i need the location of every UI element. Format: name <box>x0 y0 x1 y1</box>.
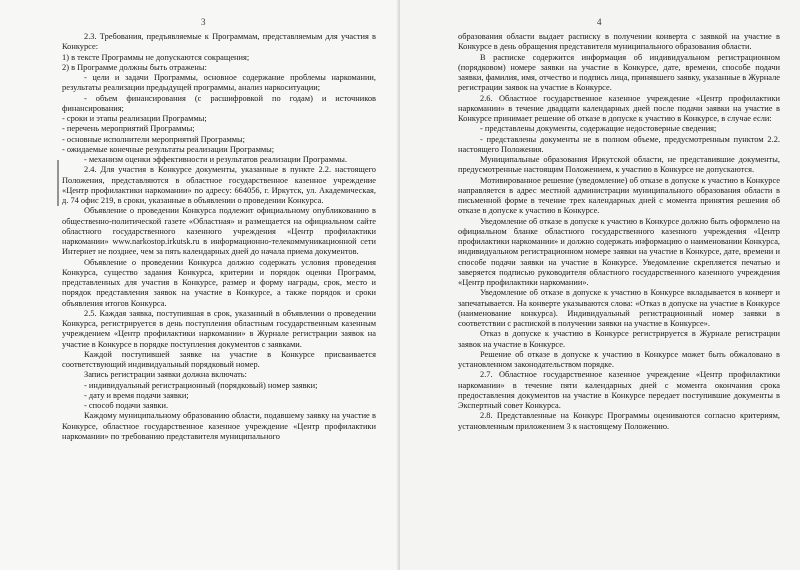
paragraph: 2.7. Областное государственное казенное учреждение «Центр профилактики наркомании» в течение пяти календарных дней с момента окончания срока предоставления документов на участие в Конкурсе передает поступившие документы в Экспертный совет Конкурса. <box>458 370 780 410</box>
page-text <box>62 32 376 442</box>
paragraph: Муниципальные образования Иркутской области, не представившие документы, предусмотренные настоящим Положением, к участию в Конкурсе не допускаются. <box>458 155 780 175</box>
list-item: 1) в тексте Программы не допускаются сокращения; <box>62 52 250 62</box>
list-item: - способ подачи заявки. <box>84 401 169 410</box>
page-number: 4 <box>597 17 602 27</box>
list-item: 2) в Программе должны быть отражены: <box>62 62 207 72</box>
paragraph: 2.5. Каждая заявка, поступившая в срок, указанный в объявлении о проведении Конкурса, регистрируется в день поступления областным государственным казенным учреждением «Центр профилактики наркомании» в Журнале регистрации заявок на участие в Конкурсе в порядке поступления документов с заявками. <box>62 308 376 349</box>
paragraph: Каждой поступившей заявке на участие в Конкурсе присваивается соответствующий индивидуальный порядковый номер. <box>62 349 376 369</box>
list-item: - сроки и этапы реализации Программы; <box>62 114 207 123</box>
paragraph: 2.3. Требования, предъявляемые к Программам, представляемым для участия в Конкурсе: <box>62 32 376 52</box>
paragraph: Решение об отказе в допуске к участию в Конкурсе может быть обжаловано в установленном законодательством порядке. <box>458 349 780 369</box>
list-item: - представлены документы не в полном объеме, предусмотренным пунктом 2.2. настоящего Положения. <box>458 134 780 154</box>
paragraph: 2.4. Для участия в Конкурсе документы, указанные в пункте 2.2. настоящего Положения, представляются в областное государственное казенное учреждение «Центр профилактики наркомании» по адресу: 664056, г. Иркутск, ул. Академическая, д. 74 офис 219, в сроки, указанные в объявлении о проведении Конкурса. <box>62 165 376 205</box>
page-text <box>458 32 780 432</box>
paragraph: 2.6. Областное государственное казенное учреждение «Центр профилактики наркомании» в течение двадцати календарных дней после подачи заявки на участие в Конкурсе принимает решение об отказе в допуске к участию в Конкурсе, в случае если: <box>458 93 780 123</box>
paragraph: Отказ в допуске к участию в Конкурсе регистрируется в Журнале регистрации заявок на участие в Конкурсе. <box>458 329 780 349</box>
paragraph: 2.8. Представленные на Конкурс Программы оцениваются согласно критериям, установленным приложением 3 к настоящему Положению. <box>458 411 780 431</box>
list-item: - механизм оценки эффективности и результатов реализации Программы. <box>84 155 347 164</box>
paragraph: Запись регистрации заявки должна включать: <box>84 370 247 380</box>
paragraph: Объявление о проведении Конкурса должно содержать условия проведения Конкурса, существо задания Конкурса, критерии и порядок оценки Программ, представленных для участия в Конкурсе, размер и форму награды, срок, место и порядок представления заявок на участие в Конкурсе, а также порядок и сроки объявления итогов Конкурса. <box>62 257 376 308</box>
list-item: - дату и время подачи заявки; <box>84 390 189 400</box>
list-item: - индивидуальный регистрационный (порядковый) номер заявки; <box>84 380 318 390</box>
paragraph: Уведомление об отказе в допуске к участию в Конкурсе должно быть оформлено на официальном бланке областного государственного казенного учреждения «Центр профилактики наркомании» и должно содержать информацию о наименовании Конкурса, индивидуальном регистрационном номере заявки на участие в Конкурсе, дате, времени и способе подачи заявки на участие в Конкурсе. Уведомление скрепляется печатью и заверяется подписью руководителя областного государственного казенного учреждения «Центр профилактики наркомании». <box>458 216 780 287</box>
list-item: - представлены документы, содержащие недостоверные сведения; <box>480 124 717 134</box>
paragraph: Объявление о проведении Конкурса подлежит официальному опубликованию в общественно-политической газете «Областная» и размещается на официальном сайте областного государственного казенного учреждения «Центр профилактики наркомании» www.narkostop.irkutsk.ru в информационно-телекоммуникационной сети Интернет не позднее, чем за пять календарных дней до начала приема документов. <box>62 206 376 257</box>
page-number: 3 <box>201 17 206 27</box>
list-item: - основные исполнители мероприятий Программы; <box>62 134 246 144</box>
paragraph: Уведомление об отказе в допуске к участию в Конкурсе вкладывается в конверт и запечатывается. На конверте указываются слова: «Отказ в допуске на участие в Конкурсе (наименование конкурса). Индивидуальный регистрационный номер заявки в соответствии с распиской в получении заявки на участие в Конкурсе». <box>458 288 780 328</box>
list-item: - перечень мероприятий Программы; <box>62 124 195 134</box>
paragraph: Каждому муниципальному образованию области, подавшему заявку на участие в Конкурсе, областное государственное казенное учреждение «Центр профилактики наркомании» по требованию представителя муниципального <box>62 411 376 441</box>
margin-pencil-mark <box>57 160 59 206</box>
list-item: - ожидаемые конечные результаты реализации Программы; <box>62 144 275 154</box>
paragraph: образования области выдает расписку в получении конверта с заявкой на участие в Конкурсе в день обращения представителя муниципального образования области. <box>458 32 780 52</box>
list-item: - объем финансирования (с расшифровкой по годам) и источников финансирования; <box>62 93 376 113</box>
paragraph: Мотивированное решение (уведомление) об отказе в допуске к участию в Конкурсе направляется в адрес местной администрации муниципального образования области в письменной форме в течение трех календарных дней с момента принятия решения об отказе в допуске к участию в Конкурсе. <box>458 175 780 216</box>
list-item: - цели и задачи Программы, основное содержание проблемы наркомании, результаты реализации предыдущей программы, анализ наркоситуации; <box>62 73 376 93</box>
page-right <box>400 0 800 570</box>
paragraph: В расписке содержится информация об индивидуальном регистрационном (порядковом) номере заявки на участие в Конкурсе, дате, времени, способе подачи заявки, фамилия, имя, отчество и подпись лица, принявшего заявку, указанные в Журнале регистрации заявок на участие в Конкурсе. <box>458 52 780 93</box>
